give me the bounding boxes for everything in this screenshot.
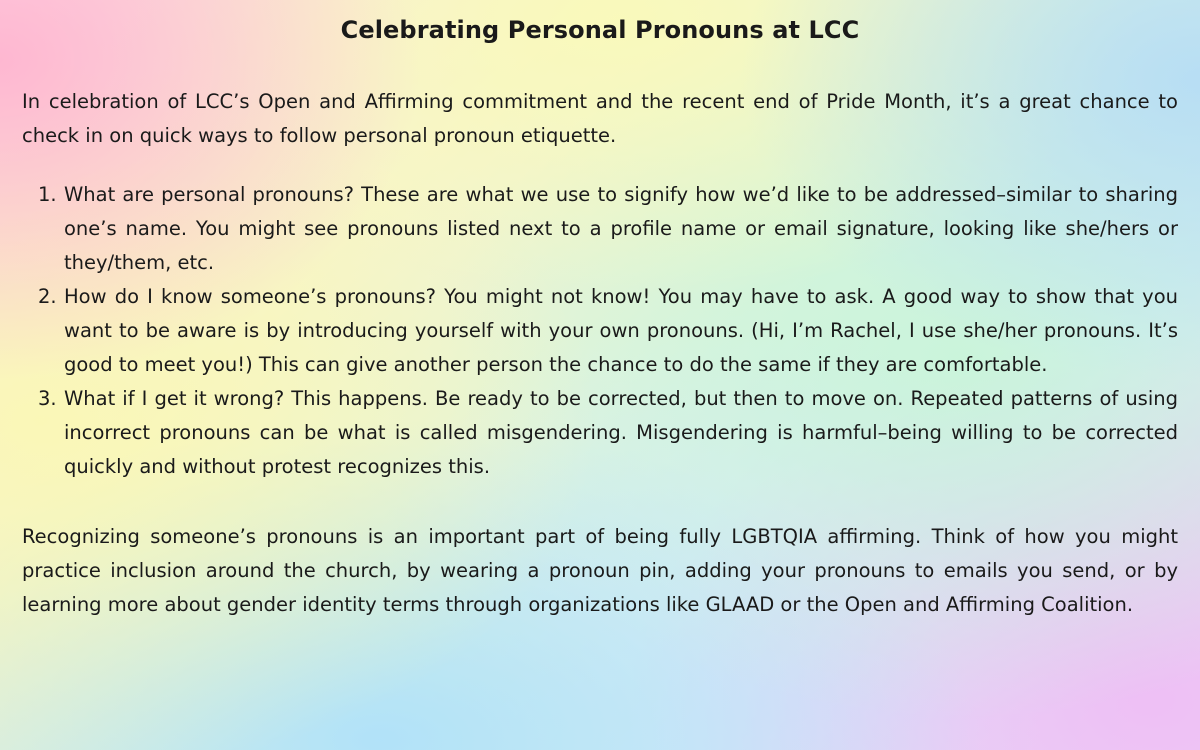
closing-paragraph: Recognizing someone’s pronouns is an important part of being fully LGBTQIA affirming. Think of how you might practice inclusion around the church, by wearing a pronoun pin, adding your pronouns to emails you send, or by learning more about gender identity terms through organizations like GLAAD or the Open and Affirming Coalition. — [22, 525, 1178, 616]
list-item — [38, 382, 1178, 484]
pronoun-tips-list — [22, 178, 1178, 484]
list-item-number: 2. — [38, 285, 57, 308]
list-item — [38, 178, 1178, 280]
list-item-text: How do I know someone’s pronouns? You might not know! You may have to ask. A good way to show that you want to be aware is by introducing yourself with your own pronouns. (Hi, I’m Rachel, I use she/her pronouns. It’s good to meet you!) This can give another person the chance to do the same if they are comfortable. — [64, 285, 1178, 376]
document — [22, 0, 1178, 622]
list-item-number: 1. — [38, 183, 57, 206]
intro-paragraph: In celebration of LCC’s Open and Affirming commitment and the recent end of Pride Month, it’s a great chance to check in on quick ways to follow personal pronoun etiquette. — [22, 90, 1178, 147]
page-title: Celebrating Personal Pronouns at LCC — [340, 16, 860, 44]
list-item — [38, 280, 1178, 382]
list-item-number: 3. — [38, 387, 57, 410]
list-item-text: What if I get it wrong? This happens. Be ready to be corrected, but then to move on. Repeated patterns of using incorrect pronouns can be what is called misgendering. Misgendering is harmful–being willing to be corrected quickly and without protest recognizes this. — [64, 387, 1178, 478]
list-item-text: What are personal pronouns? These are what we use to signify how we’d like to be addressed–similar to sharing one’s name. You might see pronouns listed next to a profile name or email signature, looking like she/hers or they/them, etc. — [64, 183, 1178, 274]
